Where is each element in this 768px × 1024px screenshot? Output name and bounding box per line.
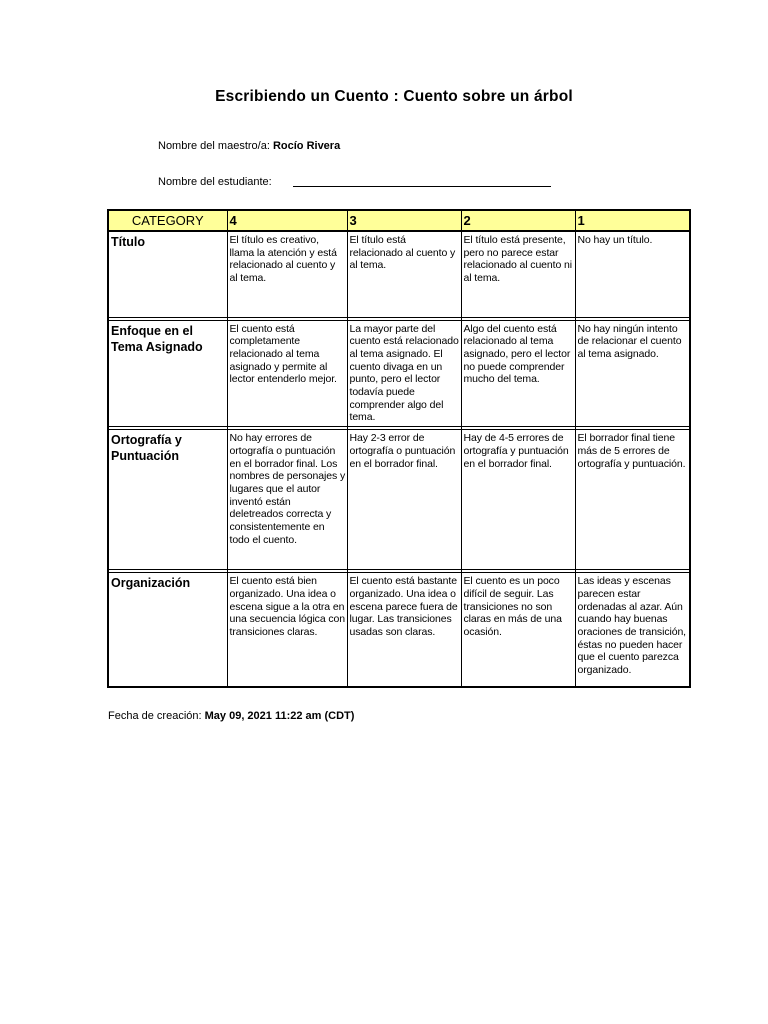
table-cell: La mayor parte del cuento está relacionado al tema asignado. El cuento divaga en un punto, pero el lector todavía puede comprender algo del tema.	[347, 320, 461, 427]
table-cell: No hay errores de ortografía o puntuación en el borrador final. Los nombres de personajes y lugares que el autor inventó están deletreados correcta y consistentemente en todo el cuento.	[227, 430, 347, 570]
table-cell: El cuento está bastante organizado. Una idea o escena parece fuera de lugar. Las transiciones usadas son claras.	[347, 573, 461, 687]
header-level-2: 2	[461, 210, 575, 231]
table-row	[108, 320, 690, 427]
table-cell: El título es creativo, llama la atención y está relacionado al cuento y al tema.	[227, 231, 347, 317]
rubric-table	[107, 209, 691, 688]
creation-date-label: Fecha de creación:	[108, 710, 202, 722]
row-category: Organización	[108, 573, 227, 687]
header-level-3: 3	[347, 210, 461, 231]
table-row	[108, 430, 690, 570]
header-level-1: 1	[575, 210, 690, 231]
table-row	[108, 573, 690, 687]
row-category: Título	[108, 231, 227, 317]
table-cell: El cuento está completamente relacionado al tema asignado y permite al lector entenderlo mejor.	[227, 320, 347, 427]
header-level-4: 4	[227, 210, 347, 231]
table-cell: No hay un título.	[575, 231, 690, 317]
creation-date-line	[108, 710, 354, 722]
table-cell: Hay 2-3 error de ortografía o puntuación en el borrador final.	[347, 430, 461, 570]
header-category: CATEGORY	[108, 210, 227, 231]
table-cell: El borrador final tiene más de 5 errores de ortografía y puntuación.	[575, 430, 690, 570]
page-title: Escribiendo un Cuento : Cuento sobre un árbol	[215, 88, 573, 105]
student-name-blank	[293, 176, 551, 187]
teacher-label: Nombre del maestro/a:	[158, 140, 270, 152]
table-cell: Las ideas y escenas parecen estar ordenadas al azar. Aún cuando hay buenas oraciones de transición, éstas no pueden hacer que el cuento parezca organizado.	[575, 573, 690, 687]
teacher-line	[158, 140, 340, 152]
table-cell: Algo del cuento está relacionado al tema asignado, pero el lector no puede comprender mucho del tema.	[461, 320, 575, 427]
table-cell: El título está presente, pero no parece estar relacionado al cuento ni al tema.	[461, 231, 575, 317]
table-cell: El título está relacionado al cuento y al tema.	[347, 231, 461, 317]
student-label: Nombre del estudiante:	[158, 176, 272, 188]
creation-date-value: May 09, 2021 11:22 am (CDT)	[204, 710, 355, 722]
table-cell: No hay ningún intento de relacionar el cuento al tema asignado.	[575, 320, 690, 427]
table-cell: El cuento está bien organizado. Una idea o escena sigue a la otra en una secuencia lógica con transiciones claras.	[227, 573, 347, 687]
table-cell: El cuento es un poco difícil de seguir. Las transiciones no son claras en más de una ocasión.	[461, 573, 575, 687]
row-category: Enfoque en el Tema Asignado	[108, 320, 227, 427]
table-header-row	[108, 210, 690, 231]
table-row	[108, 231, 690, 317]
teacher-name: Rocío Rivera	[272, 140, 341, 152]
row-category: Ortografía y Puntuación	[108, 430, 227, 570]
student-line	[158, 176, 551, 188]
table-cell: Hay de 4-5 errores de ortografía y puntuación en el borrador final.	[461, 430, 575, 570]
